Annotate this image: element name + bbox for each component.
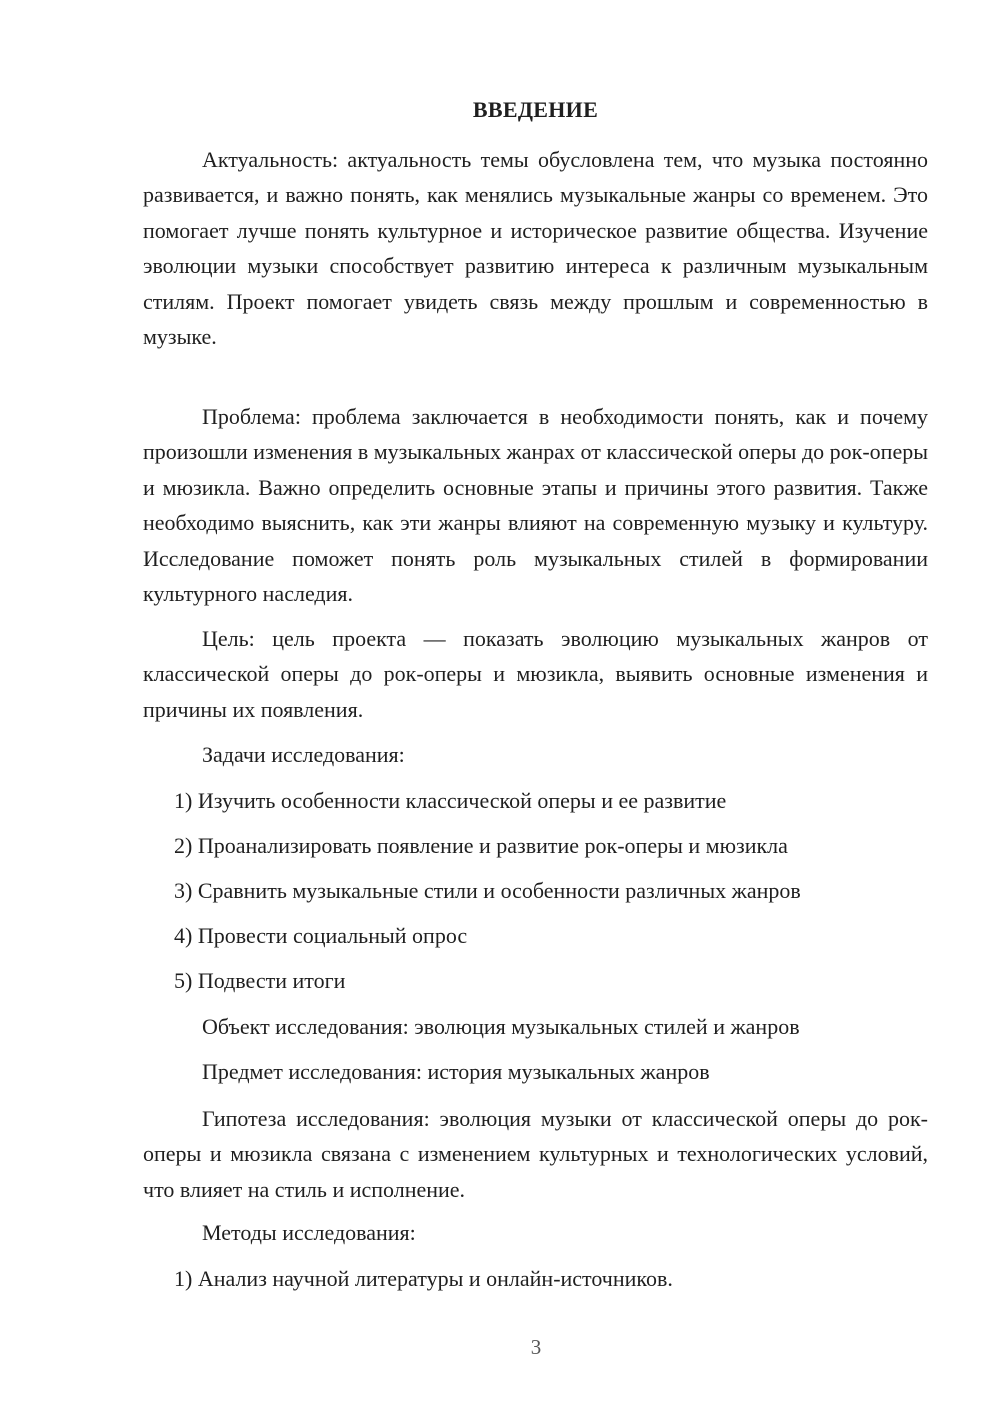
hypothesis-paragraph: Гипотеза исследования: эволюция музыки от классической оперы до рок-оперы и мюзикла связана с изменением культурных и технологических условий, что влияет на стиль и исполнение. <box>143 1106 928 1202</box>
task-item: 1) Изучить особенности классической оперы и ее развитие <box>174 788 727 813</box>
research-object: Объект исследования: эволюция музыкальных стилей и жанров <box>202 1014 800 1039</box>
methods-heading: Методы исследования: <box>202 1220 416 1245</box>
research-subject: Предмет исследования: история музыкальных жанров <box>202 1059 710 1084</box>
tasks-heading: Задачи исследования: <box>202 742 405 767</box>
task-item: 5) Подвести итоги <box>174 968 346 993</box>
task-item: 4) Провести социальный опрос <box>174 923 468 948</box>
page-number: 3 <box>530 1335 542 1359</box>
goal-paragraph: Цель: цель проекта — показать эволюцию музыкальных жанров от классической оперы до рок-оперы и мюзикла, выявить основные изменения и причины их появления. <box>143 626 928 722</box>
task-item: 2) Проанализировать появление и развитие рок-оперы и мюзикла <box>174 833 788 858</box>
task-item: 3) Сравнить музыкальные стили и особенности различных жанров <box>174 878 801 903</box>
page-title: ВВЕДЕНИЕ <box>472 97 599 122</box>
method-item: 1) Анализ научной литературы и онлайн-источников. <box>174 1266 673 1291</box>
relevance-paragraph: Актуальность: актуальность темы обусловлена тем, что музыка постоянно развивается, и важно понять, как менялись музыкальные жанры со временем. Это помогает лучше понять культурное и историческое развитие общества. Изучение эволюции музыки способствует развитию интереса к различным музыкальным стилям. Проект помогает увидеть связь между прошлым и современностью в музыке. <box>143 147 928 350</box>
problem-paragraph: Проблема: проблема заключается в необходимости понять, как и почему произошли изменения в музыкальных жанрах от классической оперы до рок-оперы и мюзикла. Важно определить основные этапы и причины этого развития. Также необходимо выяснить, как эти жанры влияют на современную музыку и культуру. Исследование поможет понять роль музыкальных стилей в формировании культурного наследия. <box>143 404 928 607</box>
